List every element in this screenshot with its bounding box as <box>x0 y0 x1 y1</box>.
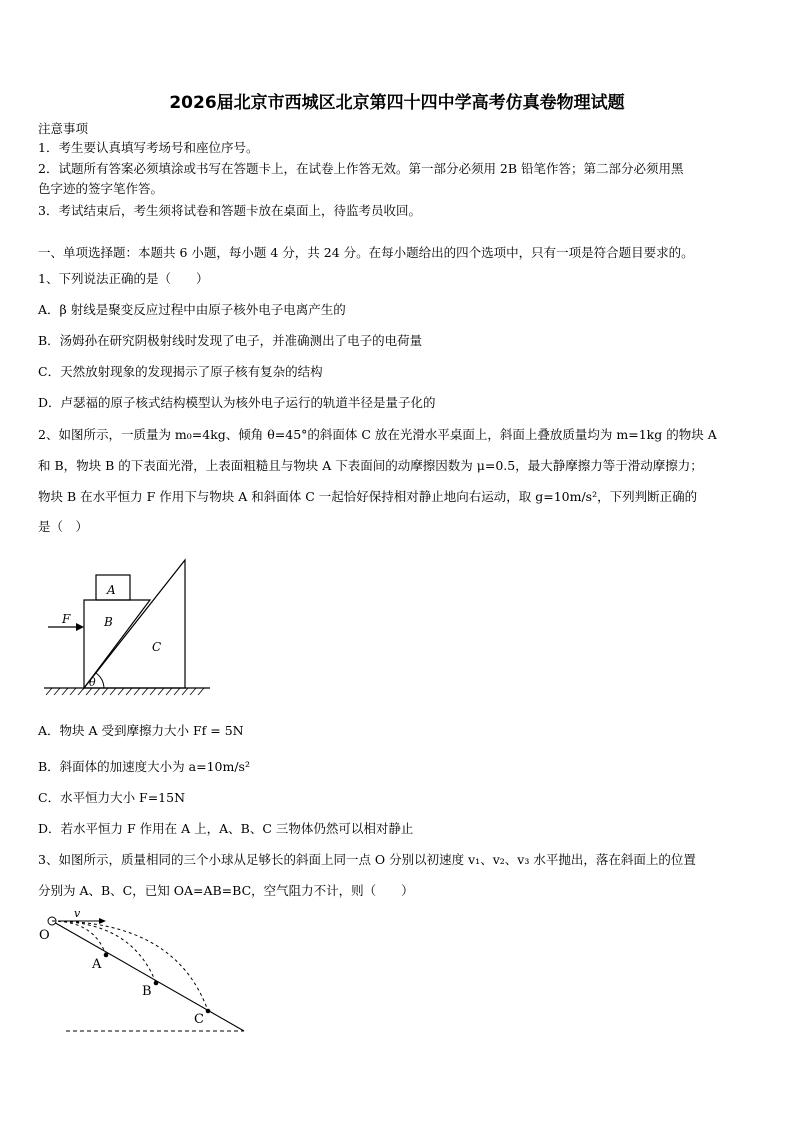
notice-item: 3．考试结束后，考生须将试卷和答题卡放在桌面上，待监考员收回。 <box>38 203 421 218</box>
projectile-slope-diagram <box>36 905 251 1035</box>
q1-option-d: D．卢瑟福的原子核式结构模型认为核外电子运行的轨道半径是量子化的 <box>38 395 436 410</box>
q3-figure <box>36 905 251 1035</box>
question-2-stem-line: 2、如图所示，一质量为 m₀=4kg、倾角 θ=45°的斜面体 C 放在光滑水平桌面上，斜面上叠放质量均为 m=1kg 的物块 A <box>38 427 717 442</box>
notice-heading: 注意事项 <box>38 121 89 136</box>
q1-option-b: B．汤姆孙在研究阴极射线时发现了电子，并准确测出了电子的电荷量 <box>38 333 423 348</box>
question-1-stem: 1、下列说法正确的是（ ） <box>38 271 209 286</box>
q2-option-c: C．水平恒力大小 F=15N <box>38 790 186 805</box>
incline-blocks-diagram <box>40 555 220 705</box>
notice-item: 1．考生要认真填写考场号和座位序号。 <box>38 140 259 155</box>
q2-option-b: B．斜面体的加速度大小为 a=10m/s² <box>38 759 250 774</box>
label-a: A <box>107 583 116 597</box>
label-a: A <box>92 957 102 972</box>
label-c: C <box>194 1012 204 1027</box>
label-b: B <box>104 615 113 629</box>
page-title: 2026届北京市西城区北京第四十四中学高考仿真卷物理试题 <box>169 93 625 113</box>
label-b: B <box>142 984 152 999</box>
notice-item: 色字迹的签字笔作答。 <box>38 181 164 196</box>
section-heading: 一、单项选择题：本题共 6 小题，每小题 4 分，共 24 分。在每小题给出的四个选项中，只有一项是符合题目要求的。 <box>38 245 694 260</box>
question-3-stem-line: 分别为 A、B、C，已知 OA=AB=BC，空气阻力不计，则（ ） <box>38 883 414 898</box>
q2-figure <box>40 555 220 705</box>
label-f: F <box>62 612 71 626</box>
label-v: v <box>74 907 81 920</box>
question-2-stem-line: 和 B，物块 B 的下表面光滑，上表面粗糙且与物块 A 下表面间的动摩擦因数为 μ=0.5，最大静摩擦力等于滑动摩擦力； <box>38 458 703 473</box>
label-c: C <box>152 640 162 654</box>
q1-option-c: C．天然放射现象的发现揭示了原子核有复杂的结构 <box>38 364 323 379</box>
q2-option-d: D．若水平恒力 F 作用在 A 上，A、B、C 三物体仍然可以相对静止 <box>38 821 414 836</box>
question-3-stem-line: 3、如图所示，质量相同的三个小球从足够长的斜面上同一点 O 分别以初速度 v₁、v₂、v₃ 水平抛出，落在斜面上的位置 <box>38 852 696 867</box>
label-theta: θ <box>89 676 96 689</box>
point-a <box>104 953 109 958</box>
q2-option-a: A．物块 A 受到摩擦力大小 Ff = 5N <box>38 723 244 738</box>
label-o: O <box>39 928 50 943</box>
point-c <box>206 1009 211 1014</box>
question-2-stem-line: 是（ ） <box>38 519 89 534</box>
block-b <box>84 600 150 688</box>
question-2-stem-line: 物块 B 在水平恒力 F 作用下与物块 A 和斜面体 C 一起恰好保持相对静止地向右运动，取 g=10m/s²，下列判断正确的 <box>38 489 698 504</box>
point-b <box>154 981 159 986</box>
notice-item: 2．试题所有答案必须填涂或书写在答题卡上，在试卷上作答无效。第一部分必须用 2B 铅笔作答；第二部分必须用黑 <box>38 161 684 176</box>
q1-option-a: A．β 射线是聚变反应过程中由原子核外电子电离产生的 <box>38 302 346 317</box>
